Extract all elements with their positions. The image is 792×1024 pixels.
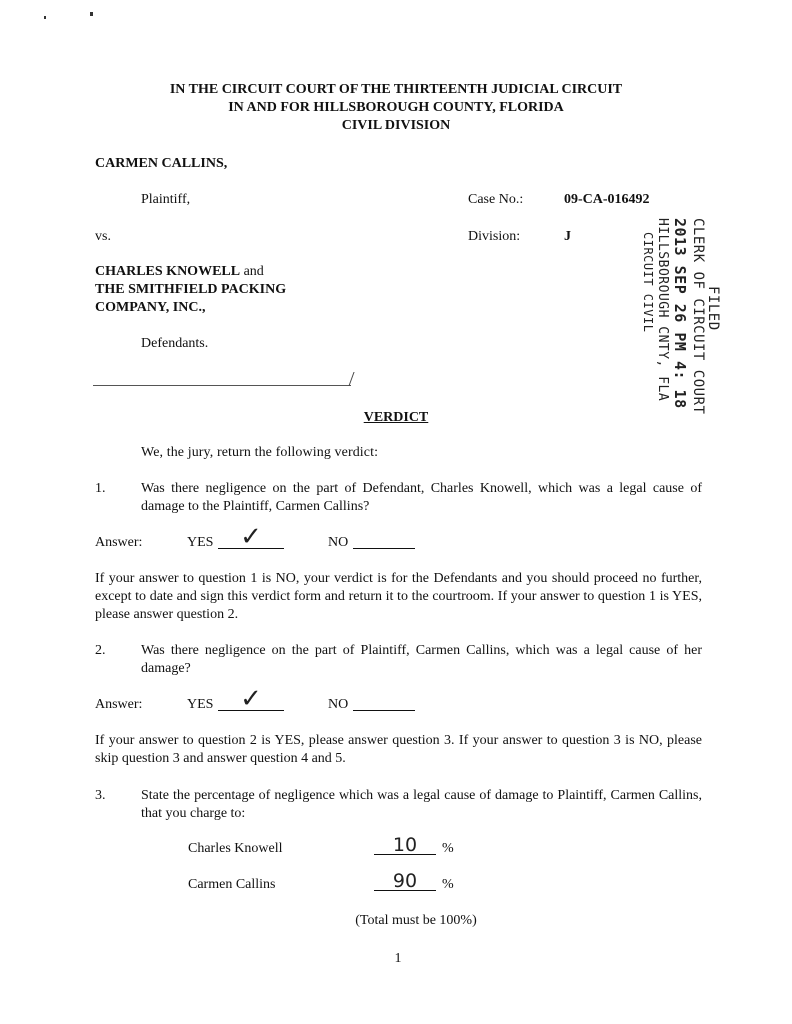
case-number-label: Case No.:: [468, 192, 524, 207]
question-1-yes-checkmark: ✓: [240, 522, 262, 552]
question-1-no-blank[interactable]: [353, 534, 415, 549]
court-header-line-2: IN AND FOR HILLSBOROUGH COUNTY, FLORIDA: [228, 100, 564, 115]
question-1-yes-blank[interactable]: [218, 522, 284, 552]
percent-sign: %: [442, 841, 454, 856]
plaintiff-name: CARMEN CALLINS,: [95, 156, 228, 171]
defendant-line-3: COMPANY, INC.,: [95, 300, 206, 315]
stamp-county: HILLSBOROUGH CNTY, FLA: [655, 218, 670, 402]
no-label: NO: [328, 535, 349, 550]
party-2-name: Carmen Callins: [188, 877, 276, 892]
yes-label: YES: [187, 535, 214, 550]
defendant-name-1: CHARLES KNOWELL: [95, 264, 241, 279]
question-2-yes-blank[interactable]: [218, 684, 284, 714]
yes-label: YES: [187, 697, 214, 712]
question-2-no-blank[interactable]: [353, 696, 415, 711]
court-header-line-3: CIVIL DIVISION: [341, 118, 451, 133]
plaintiff-label: Plaintiff,: [141, 192, 191, 207]
defendant-and: and: [240, 264, 264, 279]
answer-label: Answer:: [95, 535, 143, 550]
division-value: J: [564, 229, 571, 244]
stamp-clerk: CLERK OF CIRCUIT COURT: [690, 218, 706, 415]
question-2-answer-row: [95, 684, 495, 714]
scan-speck: [90, 12, 93, 16]
stamp-date-time: 2013 SEP 26 PM 4: 18: [671, 218, 689, 409]
answer-label: Answer:: [95, 697, 143, 712]
question-1-number: 1.: [95, 481, 106, 496]
defendants-label: Defendants.: [141, 336, 209, 351]
stamp-division: CIRCUIT CIVIL: [641, 232, 655, 333]
court-header-line-1: IN THE CIRCUIT COURT OF THE THIRTEENTH JUDICIAL CIRCUIT: [169, 82, 623, 97]
total-note: (Total must be 100%): [355, 913, 477, 928]
division-label: Division:: [468, 229, 521, 244]
no-label: NO: [328, 697, 349, 712]
question-2-yes-checkmark: ✓: [240, 684, 262, 714]
versus-label: vs.: [95, 229, 111, 244]
party-1-name: Charles Knowell: [188, 841, 283, 856]
party-2-percent-value: 90: [392, 870, 418, 892]
party-1-percent-value: 10: [392, 834, 418, 856]
question-2-text: Was there negligence on the part of Plaintiff, Carmen Callins, which was a legal cause of her damage?: [141, 643, 702, 676]
percent-sign: %: [442, 877, 454, 892]
question-3-text: State the percentage of negligence which was a legal cause of damage to Plaintiff, Carmen Callins, that you charge to:: [141, 788, 702, 821]
question-1-text: Was there negligence on the part of Defendant, Charles Knowell, which was a legal cause of damage to the Plaintiff, Carmen Callins?: [141, 481, 702, 514]
clerk-filing-stamp: [641, 218, 720, 414]
scan-speck: [44, 16, 46, 19]
question-1-instruction: If your answer to question 1 is NO, your verdict is for the Defendants and you should proceed no further, except to date and sign this verdict form and return it to the courtroom. If your answer to question 1 is YES, please answer question 2.: [95, 571, 702, 622]
page-number: 1: [394, 951, 402, 966]
question-1-answer-row: [95, 522, 495, 552]
verdict-intro: We, the jury, return the following verdict:: [141, 445, 379, 460]
question-3-number: 3.: [95, 788, 106, 803]
verdict-title: VERDICT: [363, 410, 429, 425]
case-number-value: 09-CA-016492: [564, 192, 650, 207]
party-1-percent-blank[interactable]: [374, 834, 436, 856]
question-2-number: 2.: [95, 643, 106, 658]
stamp-filed: FILED: [705, 286, 721, 331]
question-2-instruction: If your answer to question 2 is YES, please answer question 3. If your answer to question 3 is NO, please skip question 3 and answer question 4 and 5.: [95, 733, 702, 766]
defendant-line-2: THE SMITHFIELD PACKING: [95, 282, 287, 297]
party-2-percent-blank[interactable]: [374, 870, 436, 892]
defendant-line-1: [95, 263, 264, 281]
caption-closing-line: [93, 385, 351, 386]
caption-closing-slash: [348, 372, 355, 386]
